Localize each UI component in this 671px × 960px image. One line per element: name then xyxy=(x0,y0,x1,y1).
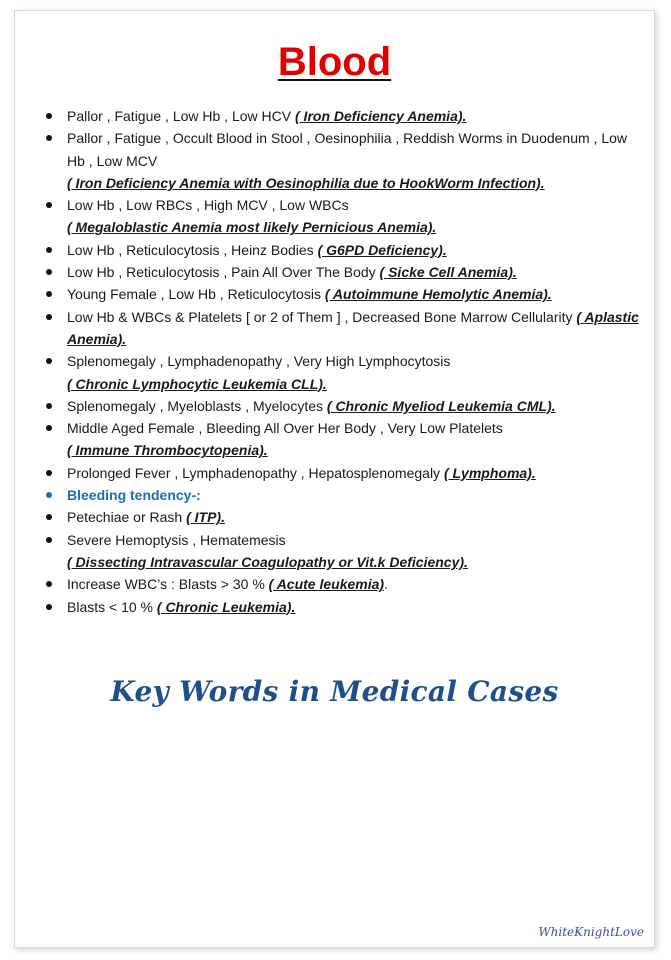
bullet-icon xyxy=(46,314,52,320)
findings-text: Severe Hemoptysis , Hematemesis xyxy=(67,531,286,548)
bullet-icon xyxy=(46,604,52,610)
bullet-icon xyxy=(46,269,52,275)
key-words-list xyxy=(41,105,641,618)
diagnosis-text: ( Megaloblastic Anemia most likely Pernicious Anemia). xyxy=(67,219,437,236)
list-item xyxy=(41,261,641,283)
title-text: Blood xyxy=(277,40,392,84)
list-item xyxy=(41,306,641,351)
diagnosis-text: ( Chronic Myeliod Leukemia CML). xyxy=(326,397,556,414)
bullet-icon xyxy=(46,581,52,587)
signature-watermark: WhiteKnightLove xyxy=(538,925,644,939)
list-item xyxy=(41,239,641,261)
trailing-punctuation: . xyxy=(384,576,388,593)
bullet-icon xyxy=(46,113,52,119)
section-label: Bleeding tendency-: xyxy=(67,487,201,504)
bullet-icon xyxy=(46,537,52,543)
list-item xyxy=(41,283,641,305)
list-item xyxy=(41,596,641,618)
footer-title: Key Words in Medical Cases xyxy=(110,675,559,708)
findings-text: Splenomegaly , Lymphadenopathy , Very High Lymphocytosis xyxy=(67,353,451,370)
diagnosis-text: ( ITP). xyxy=(186,509,225,526)
list-item xyxy=(41,350,641,395)
diagnosis-text: ( Aplastic Anemia). xyxy=(67,308,639,347)
findings-text: Blasts < 10 % xyxy=(67,598,157,615)
diagnosis-text: ( Lymphoma). xyxy=(443,464,536,481)
bullet-icon xyxy=(46,403,52,409)
diagnosis-text: ( Chronic Lymphocytic Leukemia CLL). xyxy=(67,375,327,392)
diagnosis-text: ( Chronic Leukemia). xyxy=(156,598,296,615)
diagnosis-text: ( Dissecting Intravascular Coagulopathy or Vit.k Deficiency). xyxy=(67,553,468,570)
findings-text: Young Female , Low Hb , Reticulocytosis xyxy=(67,286,325,303)
section-heading xyxy=(41,484,641,506)
list-item xyxy=(41,395,641,417)
list-item xyxy=(41,105,641,127)
bullet-icon xyxy=(46,514,52,520)
diagnosis-text: ( Autoimmune Hemolytic Anemia). xyxy=(324,286,552,303)
findings-text: Increase WBC’s : Blasts > 30 % xyxy=(67,576,269,593)
diagnosis-text: ( G6PD Deficiency). xyxy=(317,241,447,258)
list-item xyxy=(41,194,641,239)
bullet-icon xyxy=(46,202,52,208)
findings-text: Pallor , Fatigue , Low Hb , Low HCV xyxy=(67,108,295,124)
bullet-icon xyxy=(46,291,52,297)
findings-text: Pallor , Fatigue , Occult Blood in Stool , Oesinophilia , Reddish Worms in Duodenum , Low Hb , Low MCV xyxy=(67,130,628,169)
diagnosis-text: ( Sicke Cell Anemia). xyxy=(379,264,517,281)
diagnosis-text: ( Iron Deficiency Anemia). xyxy=(295,108,467,124)
bullet-icon xyxy=(46,247,52,253)
diagnosis-text: ( Acute leukemia) xyxy=(268,576,385,593)
list-item xyxy=(41,462,641,484)
list-item xyxy=(41,529,641,574)
list-item xyxy=(41,506,641,528)
page-title xyxy=(15,39,654,85)
document-page xyxy=(14,10,655,948)
findings-text: Splenomegaly , Myeloblasts , Myelocytes xyxy=(67,397,327,414)
diagnosis-text: ( Iron Deficiency Anemia with Oesinophilia due to HookWorm Infection). xyxy=(67,174,545,191)
list-item xyxy=(41,127,641,194)
findings-text: Low Hb , Reticulocytosis , Heinz Bodies xyxy=(67,241,318,258)
bullet-icon xyxy=(46,425,52,431)
bullet-icon xyxy=(46,135,52,141)
findings-text: Middle Aged Female , Bleeding All Over Her Body , Very Low Platelets xyxy=(67,420,503,437)
findings-text: Prolonged Fever , Lymphadenopathy , Hepatosplenomegaly xyxy=(67,464,444,481)
bullet-icon xyxy=(46,358,52,364)
diagnosis-text: ( Immune Thrombocytopenia). xyxy=(67,442,268,459)
findings-text: Low Hb , Low RBCs , High MCV , Low WBCs xyxy=(67,197,349,214)
findings-text: Petechiae or Rash xyxy=(67,509,187,526)
list-item xyxy=(41,417,641,462)
bullet-icon xyxy=(46,492,52,498)
findings-text: Low Hb & WBCs & Platelets [ or 2 of Them ] , Decreased Bone Marrow Cellularity xyxy=(67,308,577,325)
list-item xyxy=(41,573,641,595)
bullet-icon xyxy=(46,470,52,476)
findings-text: Low Hb , Reticulocytosis , Pain All Over The Body xyxy=(67,264,380,281)
